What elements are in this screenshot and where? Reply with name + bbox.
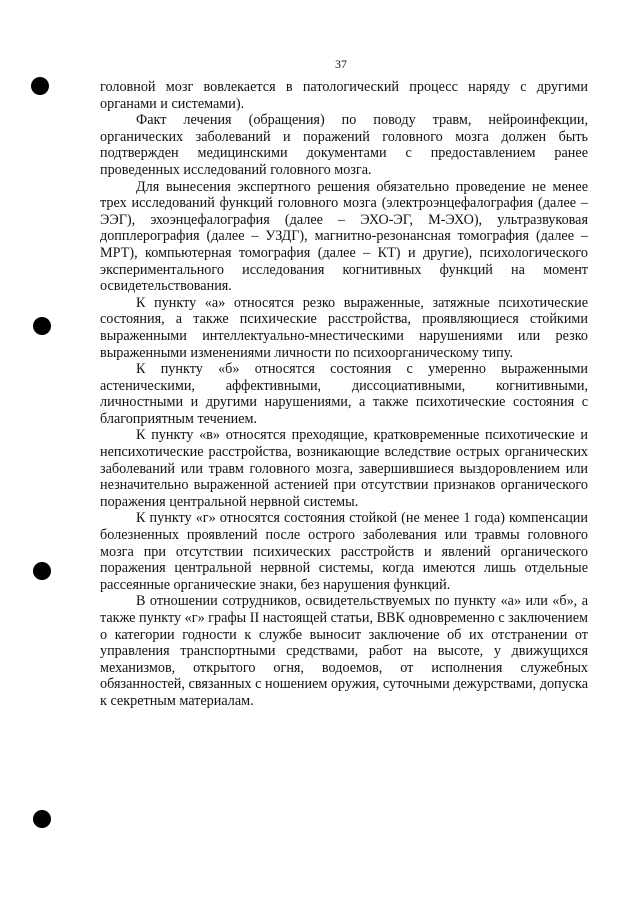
- paragraph-item-v: К пункту «в» относятся преходящие, кратковременные психотические и непсихотические расстройства, возникающие вследствие острых органических заболеваний или травм головного мозга, завершившиеся выздоровлением или незначительно выраженной астенией при отсутствии признаков органического поражения центральной нервной системы.: [100, 427, 588, 510]
- page-number: 37: [335, 57, 347, 71]
- document-body: [100, 79, 588, 710]
- paragraph-item-g: К пункту «г» относятся состояния стойкой (не менее 1 года) компенсации болезненных проявлений после острого заболевания или травмы головного мозга при отсутствии психических расстройств и явлений органического поражения центральной нервной системы, когда имеются лишь отдельные рассеянные органические знаки, без нарушения функций.: [100, 510, 588, 593]
- punch-hole-2: [33, 317, 51, 335]
- paragraph-restrictions: В отношении сотрудников, освидетельствуемых по пункту «а» или «б», а также пункту «г» графы II настоящей статьи, ВВК одновременно с заключением о категории годности к службе выносит заключение об их отстранении от управления транспортными средствами, работ на высоте, у движущихся механизмов, открытого огня, водоемов, от исполнения служебных обязанностей, связанных с ношением оружия, суточными дежурствами, допуска к секретным материалам.: [100, 593, 588, 709]
- punch-hole-4: [33, 810, 51, 828]
- paragraph-item-a: К пункту «а» относятся резко выраженные, затяжные психотические состояния, а также психические расстройства, проявляющиеся стойкими выраженными интеллектуально-мнестическими нарушениями или резко выраженными изменениями личности по психоорганическому типу.: [100, 294, 588, 361]
- paragraph-treatment-fact: Факт лечения (обращения) по поводу травм, нейроинфекции, органических заболеваний и поражений головного мозга должен быть подтвержден медицинскими документами с предоставлением ранее проведенных исследований головного мозга.: [100, 112, 588, 178]
- paragraph-continuation: головной мозг вовлекается в патологический процесс наряду с другими органами и системами).: [100, 79, 588, 112]
- paragraph-item-b: К пункту «б» относятся состояния с умеренно выраженными астеническими, аффективными, диссоциативными, когнитивными, личностными и другими нарушениями, а также психотические состояния с благоприятным течением.: [100, 361, 588, 427]
- punch-hole-1: [31, 77, 49, 95]
- paragraph-expert-decision: Для вынесения экспертного решения обязательно проведение не менее трех исследований функций головного мозга (электроэнцефалография (далее – ЭЭГ), эхоэнцефалография (далее – ЭХО-ЭГ, М-ЭХО), ультразвуковая допплерография (далее – УЗДГ), магнитно-резонансная томография (далее – МРТ), компьютерная томография (далее – КТ) и другие), психологического экспериментального исследования когнитивных функций на момент освидетельствования.: [100, 178, 588, 295]
- punch-hole-3: [33, 562, 51, 580]
